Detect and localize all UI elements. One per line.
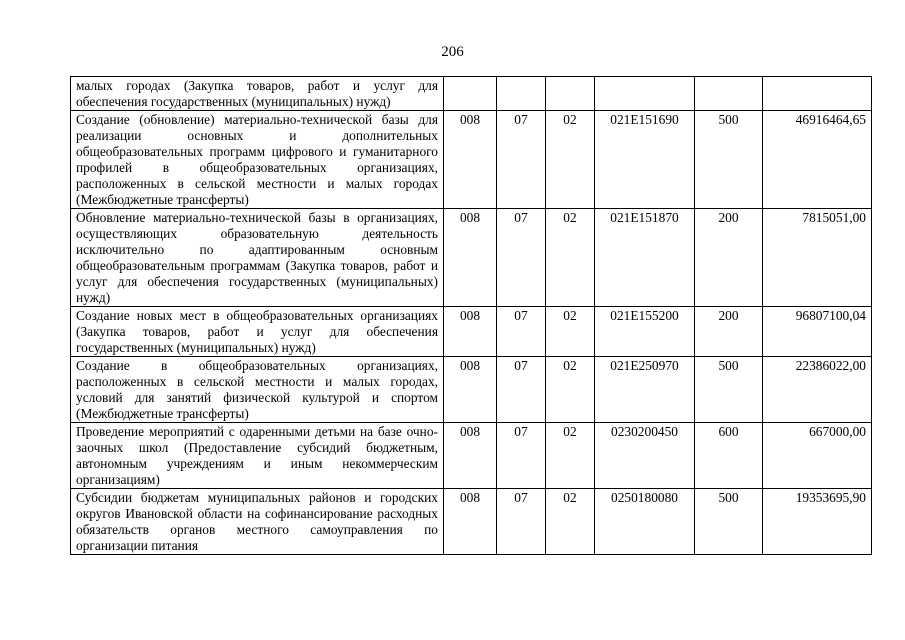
table-row: [71, 307, 872, 357]
target-article-cell: 021E151870: [595, 209, 695, 307]
expense-type-cell: [695, 77, 763, 111]
expense-type-cell: 200: [695, 307, 763, 357]
section-code-cell: 07: [497, 423, 546, 489]
section-code-cell: 07: [497, 307, 546, 357]
target-article-cell: 021E155200: [595, 307, 695, 357]
amount-cell: 19353695,90: [763, 489, 872, 555]
amount-cell: 46916464,65: [763, 111, 872, 209]
expense-type-cell: 600: [695, 423, 763, 489]
section-code-cell: 07: [497, 209, 546, 307]
target-article-cell: 021E250970: [595, 357, 695, 423]
subsection-code-cell: 02: [546, 357, 595, 423]
amount-cell: 22386022,00: [763, 357, 872, 423]
page-number: 206: [441, 44, 464, 60]
section-code-cell: 07: [497, 489, 546, 555]
section-code-cell: 07: [497, 111, 546, 209]
amount-cell: 7815051,00: [763, 209, 872, 307]
amount-cell: 667000,00: [763, 423, 872, 489]
subsection-code-cell: 02: [546, 209, 595, 307]
description-cell: Создание в общеобразовательных организациях, расположенных в сельской местности и малых городах, условий для занятий физической культурой и спортом (Межбюджетные трансферты): [71, 357, 444, 423]
subsection-code-cell: [546, 77, 595, 111]
target-article-cell: 021E151690: [595, 111, 695, 209]
subsection-code-cell: 02: [546, 111, 595, 209]
table-row: [71, 111, 872, 209]
target-article-cell: 0250180080: [595, 489, 695, 555]
expense-type-cell: 500: [695, 489, 763, 555]
subsection-code-cell: 02: [546, 423, 595, 489]
ministry-code-cell: 008: [444, 423, 497, 489]
table-row: [71, 209, 872, 307]
target-article-cell: 0230200450: [595, 423, 695, 489]
section-code-cell: [497, 77, 546, 111]
ministry-code-cell: [444, 77, 497, 111]
ministry-code-cell: 008: [444, 209, 497, 307]
description-cell: Обновление материально-технической базы в организациях, осуществляющих образовательную деятельность исключительно по адаптированным основным общеобразовательным программам (Закупка товаров, работ и услуг для обеспечения государственных (муниципальных) нужд): [71, 209, 444, 307]
target-article-cell: [595, 77, 695, 111]
description-cell: Субсидии бюджетам муниципальных районов и городских округов Ивановской области на софинансирование расходных обязательств органов местного самоуправления по организации питания: [71, 489, 444, 555]
budget-table: [70, 76, 872, 555]
description-cell: Создание новых мест в общеобразовательных организациях (Закупка товаров, работ и услуг для обеспечения государственных (муниципальных) нужд): [71, 307, 444, 357]
ministry-code-cell: 008: [444, 111, 497, 209]
table-row: [71, 357, 872, 423]
expense-type-cell: 200: [695, 209, 763, 307]
ministry-code-cell: 008: [444, 489, 497, 555]
expense-type-cell: 500: [695, 357, 763, 423]
table-row: [71, 423, 872, 489]
section-code-cell: 07: [497, 357, 546, 423]
description-cell: Проведение мероприятий с одаренными детьми на базе очно-заочных школ (Предоставление субсидий бюджетным, автономным учреждениям и иным некоммерческим организациям): [71, 423, 444, 489]
table-row: [71, 489, 872, 555]
subsection-code-cell: 02: [546, 307, 595, 357]
description-cell: Создание (обновление) материально-технической базы для реализации основных и дополнительных общеобразовательных программ цифрового и гуманитарного профилей в общеобразовательных организациях, расположенных в сельской местности и малых городах (Межбюджетные трансферты): [71, 111, 444, 209]
ministry-code-cell: 008: [444, 357, 497, 423]
amount-cell: 96807100,04: [763, 307, 872, 357]
description-cell: малых городах (Закупка товаров, работ и услуг для обеспечения государственных (муниципальных) нужд): [71, 77, 444, 111]
table-row: [71, 77, 872, 111]
amount-cell: [763, 77, 872, 111]
ministry-code-cell: 008: [444, 307, 497, 357]
subsection-code-cell: 02: [546, 489, 595, 555]
expense-type-cell: 500: [695, 111, 763, 209]
